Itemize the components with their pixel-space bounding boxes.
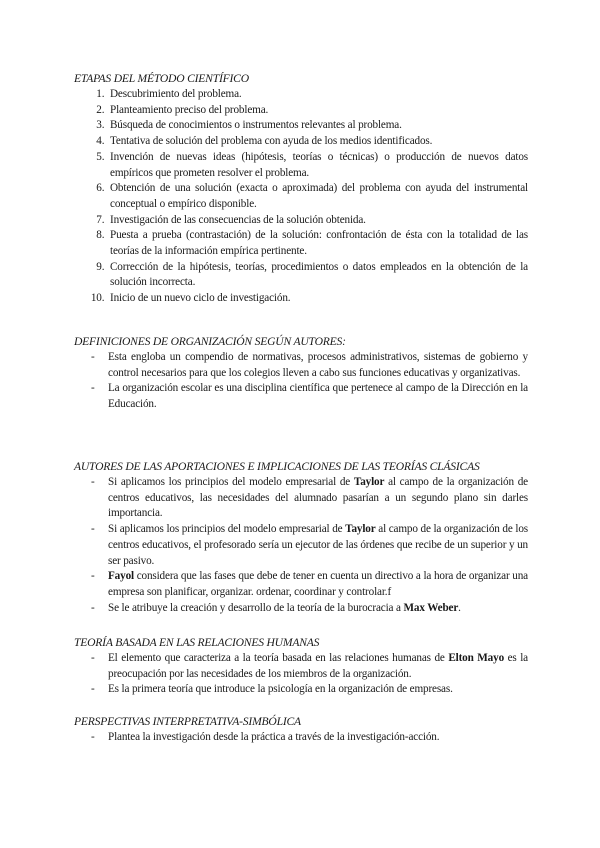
list-item: 8. Puesta a prueba (contrastación) de la solución: confrontación de ésta con la totalidad de las teorías de la información empírica pertinente. — [107, 228, 528, 259]
list-item: 4. Tentativa de solución del problema con ayuda de los medios identificados. — [107, 134, 528, 150]
author-name: Fayol — [108, 570, 134, 583]
list-item: - El elemento que caracteriza a la teoría basada en las relaciones humanas de Elton Mayo es la preocupación por las necesidades de los miembros de la organización. — [108, 651, 528, 682]
dash-list — [74, 730, 528, 746]
author-name: Taylor — [345, 523, 376, 536]
section-human-relations — [74, 636, 528, 698]
section-title: TEORÍA BASADA EN LAS RELACIONES HUMANAS — [74, 636, 320, 649]
list-item: - Si aplicamos los principios del modelo empresarial de Taylor al campo de la organización de centros educativos, las necesidades del alumnado pasarían a un segundo plano sin darles importancia. — [108, 475, 528, 522]
list-item: - Se le atribuye la creación y desarrollo de la teoría de la burocracia a Max Weber. — [108, 601, 528, 617]
section-title: ETAPAS DEL MÉTODO CIENTÍFICO — [74, 72, 249, 85]
list-item: 5. Invención de nuevas ideas (hipótesis, teorías o técnicas) o producción de nuevos datos empíricos que prometen resolver el problema. — [107, 150, 528, 181]
dash-list — [74, 350, 528, 413]
dash-list — [74, 475, 528, 616]
section-title: DEFINICIONES DE ORGANIZACIÓN SEGÚN AUTORES: — [74, 335, 346, 348]
author-name: Elton Mayo — [448, 652, 505, 664]
list-item: 1. Descubrimiento del problema. — [107, 87, 528, 103]
dash-list — [74, 651, 528, 698]
list-item: - La organización escolar es una disciplina científica que pertenece al campo de la Dirección en la Educación. — [108, 381, 528, 412]
list-item: 6. Obtención de una solución (exacta o aproximada) del problema con ayuda del instrumental conceptual o empírico disponible. — [107, 181, 528, 212]
list-item: - Plantea la investigación desde la práctica a través de la investigación-acción. — [108, 730, 528, 746]
section-classical-theories — [74, 460, 528, 616]
author-name: Max Weber — [403, 601, 459, 614]
numbered-list — [74, 87, 528, 307]
list-item: 7. Investigación de las consecuencias de la solución obtenida. — [107, 213, 528, 229]
list-item: - Fayol considera que las fases que debe de tener en cuenta un directivo a la hora de organizar una empresa son planificar, organizar. ordenar, coordinar y controlar.f — [108, 569, 528, 600]
list-item: - Esta engloba un compendio de normativas, procesos administrativos, sistemas de gobierno y control necesarios para que los colegios lleven a cabo sus funciones educativas y organizativas. — [108, 350, 528, 381]
list-item: 9. Corrección de la hipótesis, teorías, procedimientos o datos empleados en la obtención de la solución incorrecta. — [107, 260, 528, 291]
list-item: - Si aplicamos los principios del modelo empresarial de Taylor al campo de la organización de los centros educativos, el profesorado sería un ejecutor de las órdenes que recibe de un superior y un ser pasivo. — [108, 522, 528, 569]
list-item: - Es la primera teoría que introduce la psicología en la organización de empresas. — [108, 682, 528, 698]
list-item: 3. Búsqueda de conocimientos o instrumentos relevantes al problema. — [107, 118, 528, 134]
section-interpretative-symbolic — [74, 715, 528, 746]
section-scientific-method — [74, 72, 528, 307]
list-item: 2. Planteamiento preciso del problema. — [107, 103, 528, 119]
list-item: 10. Inicio de un nuevo ciclo de investigación. — [107, 291, 528, 307]
author-name: Taylor — [353, 476, 385, 488]
section-title: AUTORES DE LAS APORTACIONES E IMPLICACIONES DE LAS TEORÍAS CLÁSICAS — [74, 460, 480, 473]
section-title: PERSPECTIVAS INTERPRETATIVA-SIMBÓLICA — [74, 715, 301, 728]
section-organization-definitions — [74, 335, 528, 413]
